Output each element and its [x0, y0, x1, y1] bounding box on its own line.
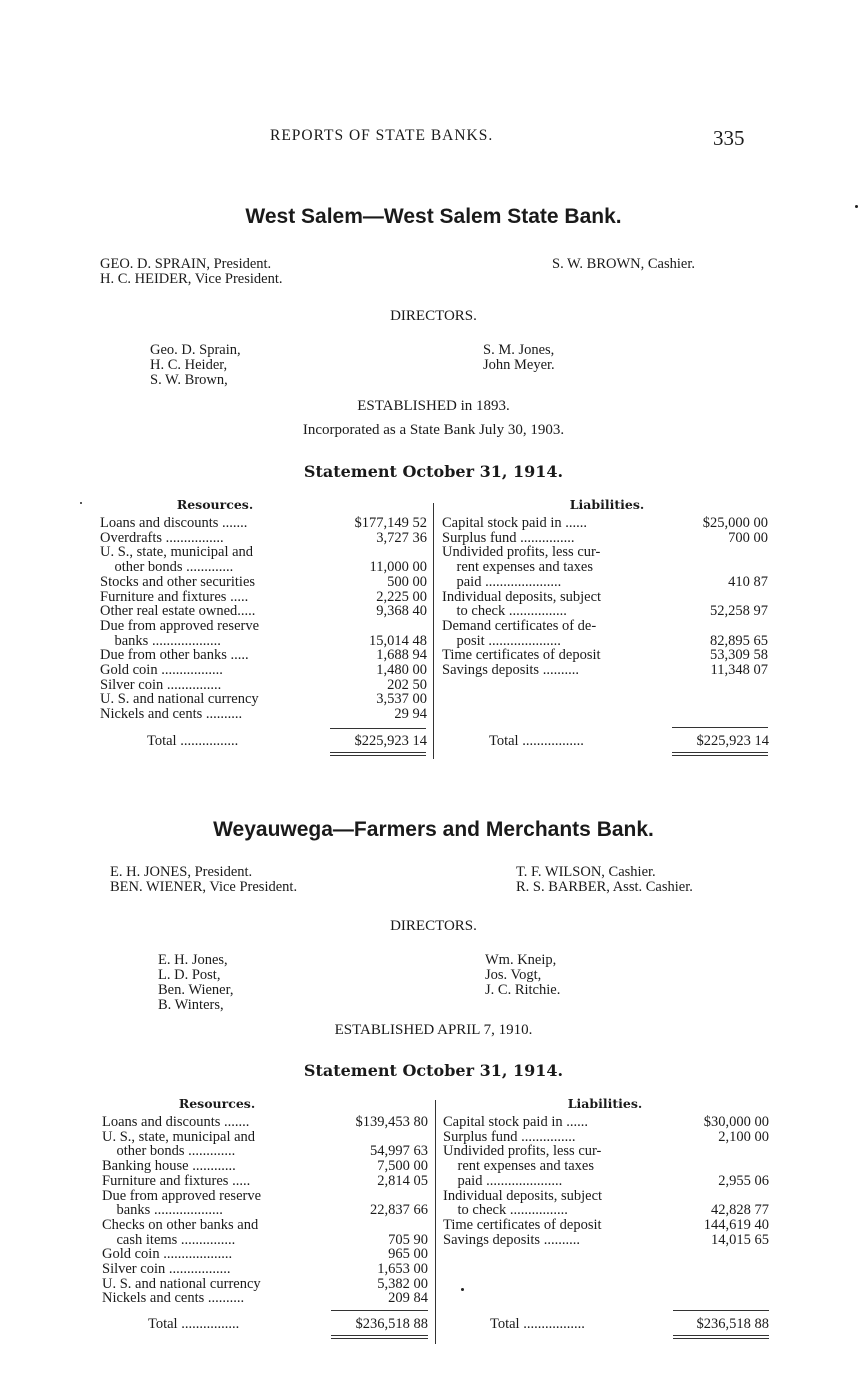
- ledger-row: [100, 603, 427, 618]
- page-number: 335: [713, 126, 745, 150]
- statement-heading: Statement October 31, 1914.: [303, 1061, 564, 1080]
- ledger-value: 965 00: [388, 1246, 428, 1263]
- double-rule: [331, 1335, 428, 1336]
- ledger-row: [100, 515, 427, 530]
- director: L. D. Post,: [158, 967, 221, 983]
- ledger-value: 705 90: [388, 1231, 428, 1248]
- directors-heading: DIRECTORS.: [390, 918, 477, 934]
- ledger-value: 14,015 65: [711, 1231, 769, 1248]
- ledger-label: cash items ...............: [102, 1231, 236, 1248]
- sum-rule: [331, 1310, 428, 1311]
- double-rule: [673, 1338, 769, 1339]
- ledger-label: Capital stock paid in ......: [442, 515, 587, 531]
- ledger-label: Surplus fund ...............: [443, 1128, 576, 1145]
- ledger-row: [102, 1217, 428, 1232]
- ledger-row: [443, 1129, 769, 1144]
- ledger-value: 410 87: [728, 573, 768, 590]
- ledger-row: [100, 677, 427, 692]
- total-label: Total .................: [490, 1316, 585, 1332]
- ledger-label: Due from approved reserve: [100, 617, 260, 634]
- total-label: Total ................: [147, 733, 239, 749]
- double-rule: [330, 752, 426, 753]
- column-divider: [433, 503, 434, 759]
- ledger-row: [442, 647, 768, 662]
- double-rule: [331, 1338, 428, 1339]
- total-label: Total ................: [148, 1316, 240, 1332]
- ledger-value: 2,814 05: [377, 1172, 428, 1189]
- ledger-row: [100, 633, 427, 648]
- director: Jos. Vogt,: [485, 967, 542, 983]
- ledger-row: [442, 574, 768, 589]
- ledger-label: Furniture and fixtures .....: [102, 1172, 251, 1189]
- ledger-label: other bonds .............: [102, 1143, 236, 1160]
- ledger-label: U. S. and national currency: [102, 1275, 261, 1292]
- officer-president: E. H. JONES, President.: [110, 864, 253, 880]
- ledger-row: [100, 647, 427, 662]
- ledger-row: [102, 1202, 428, 1217]
- ledger-value: 52,258 97: [710, 603, 768, 620]
- ledger-row: [442, 603, 768, 618]
- ledger-value: 54,997 63: [370, 1143, 428, 1160]
- total-label: Total .................: [489, 733, 584, 749]
- ledger-label: Overdrafts ................: [100, 529, 224, 546]
- total-value: $236,518 88: [696, 1316, 769, 1332]
- ledger-value: 3,727 36: [376, 529, 427, 546]
- ledger-label: Other real estate owned.....: [100, 603, 256, 620]
- ledger-label: Gold coin ...................: [102, 1246, 233, 1263]
- ledger-row: [102, 1129, 428, 1144]
- sum-rule: [673, 1310, 769, 1311]
- ledger-label: Silver coin ...............: [100, 676, 222, 693]
- ledger-value: 53,309 58: [710, 647, 768, 664]
- ledger-label: Silver coin .................: [102, 1261, 231, 1277]
- ledger-label: Banking house ............: [102, 1158, 236, 1175]
- ledger-value: 22,837 66: [370, 1202, 428, 1219]
- ledger-value: 11,000 00: [369, 559, 427, 576]
- double-rule: [673, 1335, 769, 1336]
- ledger-row: [102, 1246, 428, 1261]
- double-rule: [672, 752, 768, 753]
- ledger-value: 1,653 00: [377, 1261, 428, 1277]
- ledger-row: [102, 1261, 428, 1276]
- ledger-row: [442, 544, 768, 559]
- ledger-label: Loans and discounts .......: [102, 1114, 250, 1130]
- ledger-label: other bonds .............: [100, 559, 234, 576]
- ledger-label: banks ...................: [100, 632, 221, 649]
- ledger-row: [100, 706, 427, 721]
- ledger-row: [442, 515, 768, 530]
- ledger-value: 29 94: [394, 706, 427, 723]
- ledger-value: 1,688 94: [376, 647, 427, 664]
- ledger-row: [100, 559, 427, 574]
- bank-title: Weyauwega—Farmers and Merchants Bank.: [213, 818, 654, 841]
- ledger-label: Individual deposits, subject: [442, 588, 602, 605]
- ledger-label: Nickels and cents ..........: [102, 1290, 245, 1307]
- ledger-value: 15,014 48: [369, 632, 427, 649]
- ledger-value: 7,500 00: [377, 1158, 428, 1175]
- established-line: ESTABLISHED in 1893.: [357, 398, 510, 414]
- ledger-label: Demand certificates of de-: [442, 617, 597, 634]
- scan-speck: [855, 205, 858, 208]
- ledger-label: Savings deposits ..........: [443, 1231, 580, 1248]
- ledger-value: 209 84: [388, 1290, 428, 1307]
- ledger-label: to check ................: [443, 1202, 568, 1219]
- ledger-label: Checks on other banks and: [102, 1216, 259, 1233]
- ledger-row: [443, 1173, 769, 1188]
- ledger-row: [443, 1202, 769, 1217]
- ledger-value: 500 00: [387, 573, 427, 590]
- ledger-row: [442, 662, 768, 677]
- ledger-row: [100, 691, 427, 706]
- column-divider: [435, 1100, 436, 1344]
- ledger-label: Furniture and fixtures .....: [100, 588, 249, 605]
- total-value: $236,518 88: [355, 1316, 428, 1332]
- directors-heading: DIRECTORS.: [390, 308, 477, 324]
- ledger-row: [100, 589, 427, 604]
- director: Ben. Wiener,: [158, 982, 234, 998]
- ledger-row: [443, 1114, 769, 1129]
- ledger-label: Savings deposits ..........: [442, 662, 579, 678]
- ledger-row: [443, 1143, 769, 1158]
- liabilities-heading: Liabilities.: [569, 497, 645, 512]
- running-header: REPORTS OF STATE BANKS.: [270, 127, 494, 144]
- ledger-label: Capital stock paid in ......: [443, 1114, 588, 1130]
- ledger-value: 82,895 65: [710, 632, 768, 649]
- ledger-label: U. S., state, municipal and: [102, 1128, 256, 1145]
- director: Wm. Kneip,: [485, 952, 557, 968]
- ledger-value: $30,000 00: [703, 1114, 769, 1130]
- director: John Meyer.: [483, 357, 555, 373]
- statement-heading: Statement October 31, 1914.: [303, 462, 564, 481]
- ledger-row: [102, 1173, 428, 1188]
- officer-vice-president: H. C. HEIDER, Vice President.: [100, 271, 283, 287]
- ledger-row: [102, 1232, 428, 1247]
- ledger-row: [443, 1188, 769, 1203]
- resources-heading: Resources.: [176, 497, 254, 512]
- scan-speck: [461, 1288, 464, 1291]
- ledger-label: rent expenses and taxes: [443, 1158, 594, 1175]
- ledger-label: U. S., state, municipal and: [100, 544, 254, 561]
- scan-speck: [80, 502, 82, 504]
- ledger-label: rent expenses and taxes: [442, 559, 593, 576]
- ledger-row: [102, 1158, 428, 1173]
- officer-vice-president: BEN. WIENER, Vice President.: [110, 879, 298, 895]
- sum-rule: [330, 728, 426, 729]
- double-rule: [330, 755, 426, 756]
- resources-heading: Resources.: [178, 1096, 256, 1111]
- ledger-value: 42,828 77: [711, 1202, 769, 1219]
- ledger-value: 1,480 00: [376, 662, 427, 678]
- ledger-label: posit ....................: [442, 632, 561, 649]
- officer-cashier: T. F. WILSON, Cashier.: [516, 864, 656, 880]
- ledger-value: 11,348 07: [710, 662, 768, 678]
- ledger-label: Surplus fund ...............: [442, 529, 575, 546]
- bank-title: West Salem—West Salem State Bank.: [245, 205, 622, 228]
- officer-asst-cashier: R. S. BARBER, Asst. Cashier.: [516, 879, 693, 895]
- ledger-label: banks ...................: [102, 1202, 223, 1219]
- ledger-row: [442, 530, 768, 545]
- ledger-row: [443, 1158, 769, 1173]
- ledger-value: 2,955 06: [718, 1172, 769, 1189]
- ledger-row: [443, 1232, 769, 1247]
- ledger-value: 3,537 00: [376, 691, 427, 708]
- ledger-row: [442, 618, 768, 633]
- double-rule: [672, 755, 768, 756]
- officer-president: GEO. D. SPRAIN, President.: [100, 256, 272, 272]
- ledger-label: Undivided profits, less cur-: [443, 1143, 602, 1160]
- ledger-label: Time certificates of deposit: [442, 647, 601, 664]
- ledger-row: [443, 1217, 769, 1232]
- liabilities-heading: Liabilities.: [567, 1096, 643, 1111]
- director: S. W. Brown,: [150, 372, 228, 388]
- ledger-value: 2,100 00: [718, 1128, 769, 1145]
- ledger-value: $177,149 52: [354, 515, 427, 531]
- ledger-row: [102, 1143, 428, 1158]
- established-line: ESTABLISHED APRIL 7, 1910.: [334, 1022, 533, 1038]
- ledger-label: to check ................: [442, 603, 567, 620]
- ledger-row: [442, 559, 768, 574]
- ledger-label: Stocks and other securities: [100, 573, 256, 590]
- ledger-label: Individual deposits, subject: [443, 1187, 603, 1204]
- director: J. C. Ritchie.: [485, 982, 561, 998]
- ledger-value: $139,453 80: [355, 1114, 428, 1130]
- ledger-row: [100, 530, 427, 545]
- ledger-value: 144,619 40: [703, 1216, 769, 1233]
- ledger-label: Due from approved reserve: [102, 1187, 262, 1204]
- ledger-row: [102, 1290, 428, 1305]
- ledger-value: 700 00: [728, 529, 768, 546]
- ledger-label: U. S. and national currency: [100, 691, 259, 708]
- ledger-row: [100, 662, 427, 677]
- ledger-row: [100, 618, 427, 633]
- incorporated-line: Incorporated as a State Bank July 30, 1903.: [302, 422, 565, 438]
- ledger-row: [100, 574, 427, 589]
- ledger-value: 202 50: [387, 676, 427, 693]
- total-value: $225,923 14: [696, 733, 769, 749]
- ledger-value: 5,382 00: [377, 1275, 428, 1292]
- ledger-label: Undivided profits, less cur-: [442, 544, 601, 561]
- director: E. H. Jones,: [158, 952, 228, 968]
- ledger-label: Loans and discounts .......: [100, 515, 248, 531]
- ledger-label: paid .....................: [443, 1172, 563, 1189]
- ledger-row: [442, 633, 768, 648]
- ledger-label: Time certificates of deposit: [443, 1216, 602, 1233]
- ledger-label: Nickels and cents ..........: [100, 706, 243, 723]
- director: B. Winters,: [158, 997, 224, 1013]
- ledger-value: 9,368 40: [376, 603, 427, 620]
- ledger-row: [100, 544, 427, 559]
- total-value: $225,923 14: [354, 733, 427, 749]
- ledger-row: [102, 1188, 428, 1203]
- ledger-row: [442, 589, 768, 604]
- ledger-label: paid .....................: [442, 573, 562, 590]
- director: S. M. Jones,: [483, 342, 555, 358]
- director: Geo. D. Sprain,: [150, 342, 241, 358]
- ledger-value: $25,000 00: [702, 515, 768, 531]
- ledger-value: 2,225 00: [376, 588, 427, 605]
- ledger-label: Due from other banks .....: [100, 647, 249, 664]
- ledger-label: Gold coin .................: [100, 662, 223, 678]
- sum-rule: [672, 727, 768, 728]
- director: H. C. Heider,: [150, 357, 228, 373]
- officer-cashier: S. W. BROWN, Cashier.: [552, 256, 695, 272]
- ledger-row: [102, 1114, 428, 1129]
- ledger-row: [102, 1276, 428, 1291]
